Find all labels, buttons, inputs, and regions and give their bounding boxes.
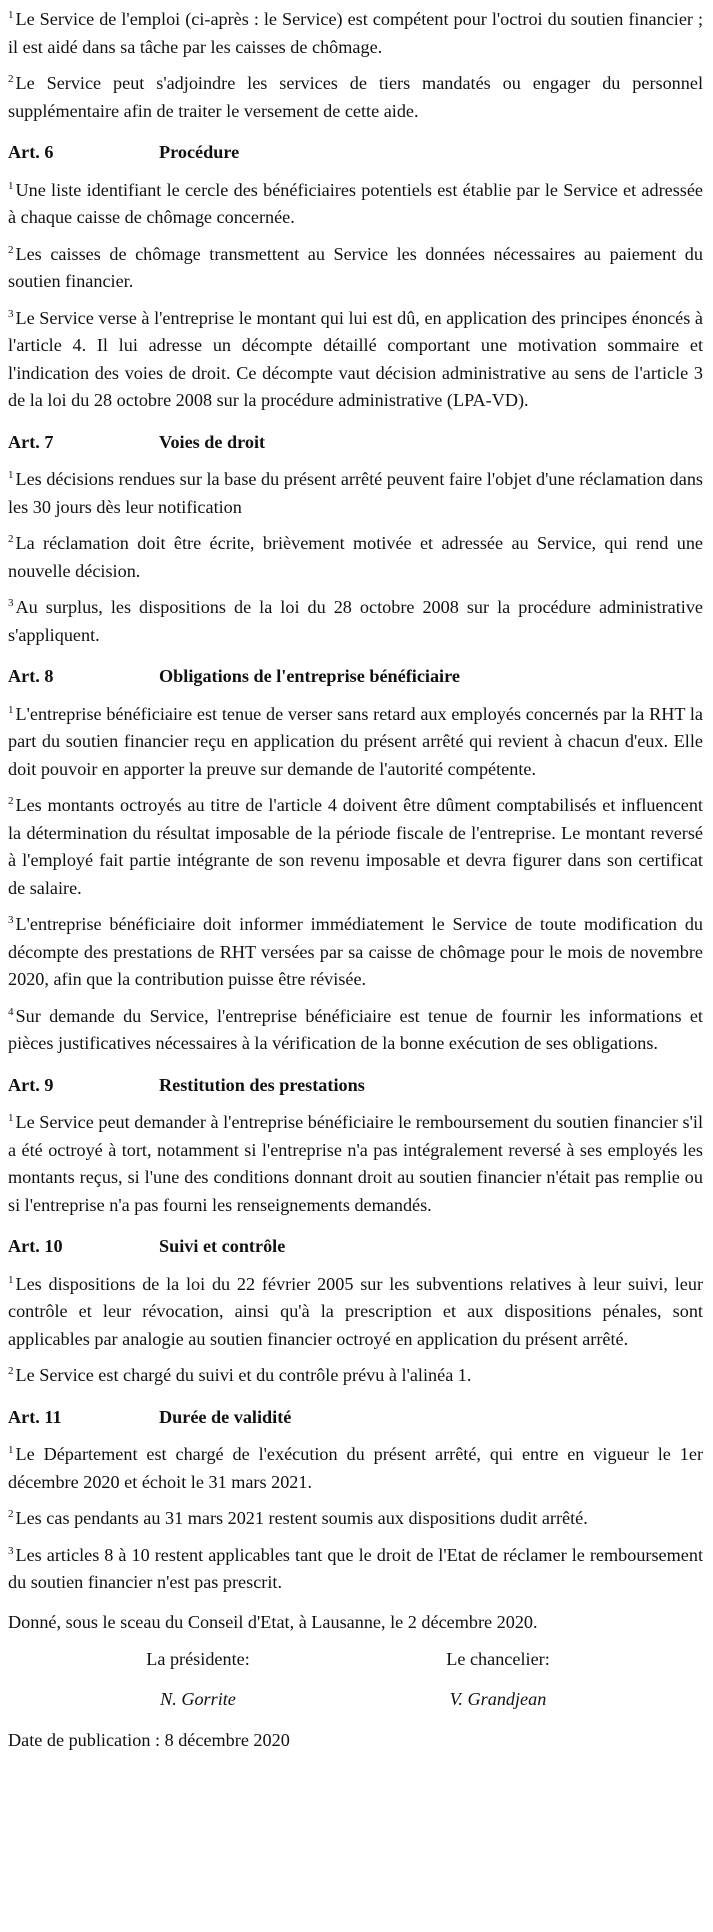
article-heading: Art. 6 Procédure bbox=[8, 142, 240, 162]
paragraph: $^1$ Le Service peut demander à l'entreprise bénéficiaire le remboursement du soutien financier s'il a été octroyé à tort, notamment si l'entreprise n'a pas intégralement reversé à ses employés les montants reçus, si l'une des conditions donnant droit au soutien financier n'était pas remplie ou si l'entreprise n'a pas fourni les renseignements demandés. bbox=[8, 1112, 703, 1215]
article-heading: Art. 9 Restitution des prestations bbox=[8, 1074, 365, 1095]
paragraph: $^3$ L'entreprise bénéficiaire doit informer immédiatement le Service de toute modification du décompte des prestations de RHT versées par sa caisse de chômage pour le mois de novembre 2020, afin que la contribution puisse être révisée. bbox=[8, 914, 703, 989]
paragraph: $^3$ Les articles 8 à 10 restent applicables tant que le droit de l'Etat de réclamer le remboursement du soutien financier n'est pas prescrit. bbox=[8, 1544, 703, 1592]
article-heading: Art. 10 Suivi et contrôle bbox=[8, 1236, 286, 1256]
signature-names bbox=[8, 1686, 703, 1714]
paragraph: $^4$ Sur demande du Service, l'entreprise bénéficiaire est tenue de fournir les informations et pièces justificatives nécessaires à la vérification de la bonne exécution de ses obligations. bbox=[8, 1005, 703, 1053]
publication-date: Date de publication : 8 décembre 2020 bbox=[8, 1730, 290, 1750]
paragraph: $^1$ Les dispositions de la loi du 22 février 2005 sur les subventions relatives à leur suivi, leur contrôle et leur révocation, ainsi qu'à la prescription et aux dispositions pénales, sont applicables par analogie au soutien financier octroyé en application du présent arrêté. bbox=[8, 1273, 703, 1349]
paragraph: $^1$ Une liste identifiant le cercle des bénéficiaires potentiels est établie par le Service et adressée à chaque caisse de chômage concernée. bbox=[8, 179, 703, 227]
paragraph: $^1$ Le Département est chargé de l'exécution du présent arrêté, qui entre en vigueur le 1er décembre 2020 et échoit le 31 mars 2021. bbox=[8, 1444, 703, 1492]
paragraph: $^1$ Le Service de l'emploi (ci-après : le Service) est compétent pour l'octroi du soutien financier ; il est aidé dans sa tâche par les caisses de chômage. bbox=[8, 9, 703, 57]
paragraph: $^2$ Le Service peut s'adjoindre les services de tiers mandatés ou engager du personnel supplémentaire afin de traiter le versement de cette aide. bbox=[8, 73, 703, 121]
paragraph: $^3$ Au surplus, les dispositions de la loi du 28 octobre 2008 sur la procédure administrative s'appliquent. bbox=[8, 597, 703, 645]
article-heading: Art. 11 Durée de validité bbox=[8, 1406, 292, 1427]
article-heading: Art. 7 Voies de droit bbox=[8, 431, 266, 452]
left-signatory-name: N. Gorrite bbox=[160, 1688, 236, 1709]
closing-statement: Donné, sous le sceau du Conseil d'Etat, à Lausanne, le 2 décembre 2020. bbox=[8, 1611, 538, 1632]
paragraph: $^1$ L'entreprise bénéficiaire est tenue de verser sans retard aux employés concernés par la RHT la part du soutien financier reçu en application du présent arrêté qui revient à chacun d'eux. Elle doit pouvoir en apporter la preuve sur demande de l'autorité compétente. bbox=[8, 703, 703, 779]
paragraph: $^2$ Les cas pendants au 31 mars 2021 restent soumis aux dispositions dudit arrêté. bbox=[8, 1508, 588, 1528]
left-signatory-role: La présidente: bbox=[146, 1649, 250, 1669]
right-signatory-name: V. Grandjean bbox=[449, 1688, 547, 1709]
paragraph: $^3$ Le Service verse à l'entreprise le montant qui lui est dû, en application des principes énoncés à l'article 4. Il lui adresse un décompte détaillé comportant une motivation sommaire et l'indication des voies de droit. Ce décompte vaut décision administrative au sens de l'article 3 de la loi du 28 octobre 2008 sur la procédure administrative (LPA-VD). bbox=[8, 307, 703, 410]
paragraph: $^2$ Les montants octroyés au titre de l'article 4 doivent être dûment comptabilisés et influencent la détermination du résultat imposable de la période fiscale de l'entreprise. Le montant reversé à l'employé fait partie intégrante de son revenu imposable et devra figurer dans son certificat de salaire. bbox=[8, 795, 703, 898]
paragraph: $^2$ La réclamation doit être écrite, brièvement motivée et adressée au Service, qui rend une nouvelle décision. bbox=[8, 533, 703, 581]
paragraph: $^2$ Le Service est chargé du suivi et du contrôle prévu à l'alinéa 1. bbox=[8, 1365, 472, 1385]
right-signatory-role: Le chancelier: bbox=[446, 1649, 550, 1669]
paragraph: $^1$ Les décisions rendues sur la base du présent arrêté peuvent faire l'objet d'une réclamation dans les 30 jours dès leur notification bbox=[8, 469, 703, 517]
article-heading: Art. 8 Obligations de l'entreprise bénéficiaire bbox=[8, 666, 460, 686]
signature-roles bbox=[8, 1646, 703, 1674]
paragraph: $^2$ Les caisses de chômage transmettent au Service les données nécessaires au paiement du soutien financier. bbox=[8, 243, 703, 291]
